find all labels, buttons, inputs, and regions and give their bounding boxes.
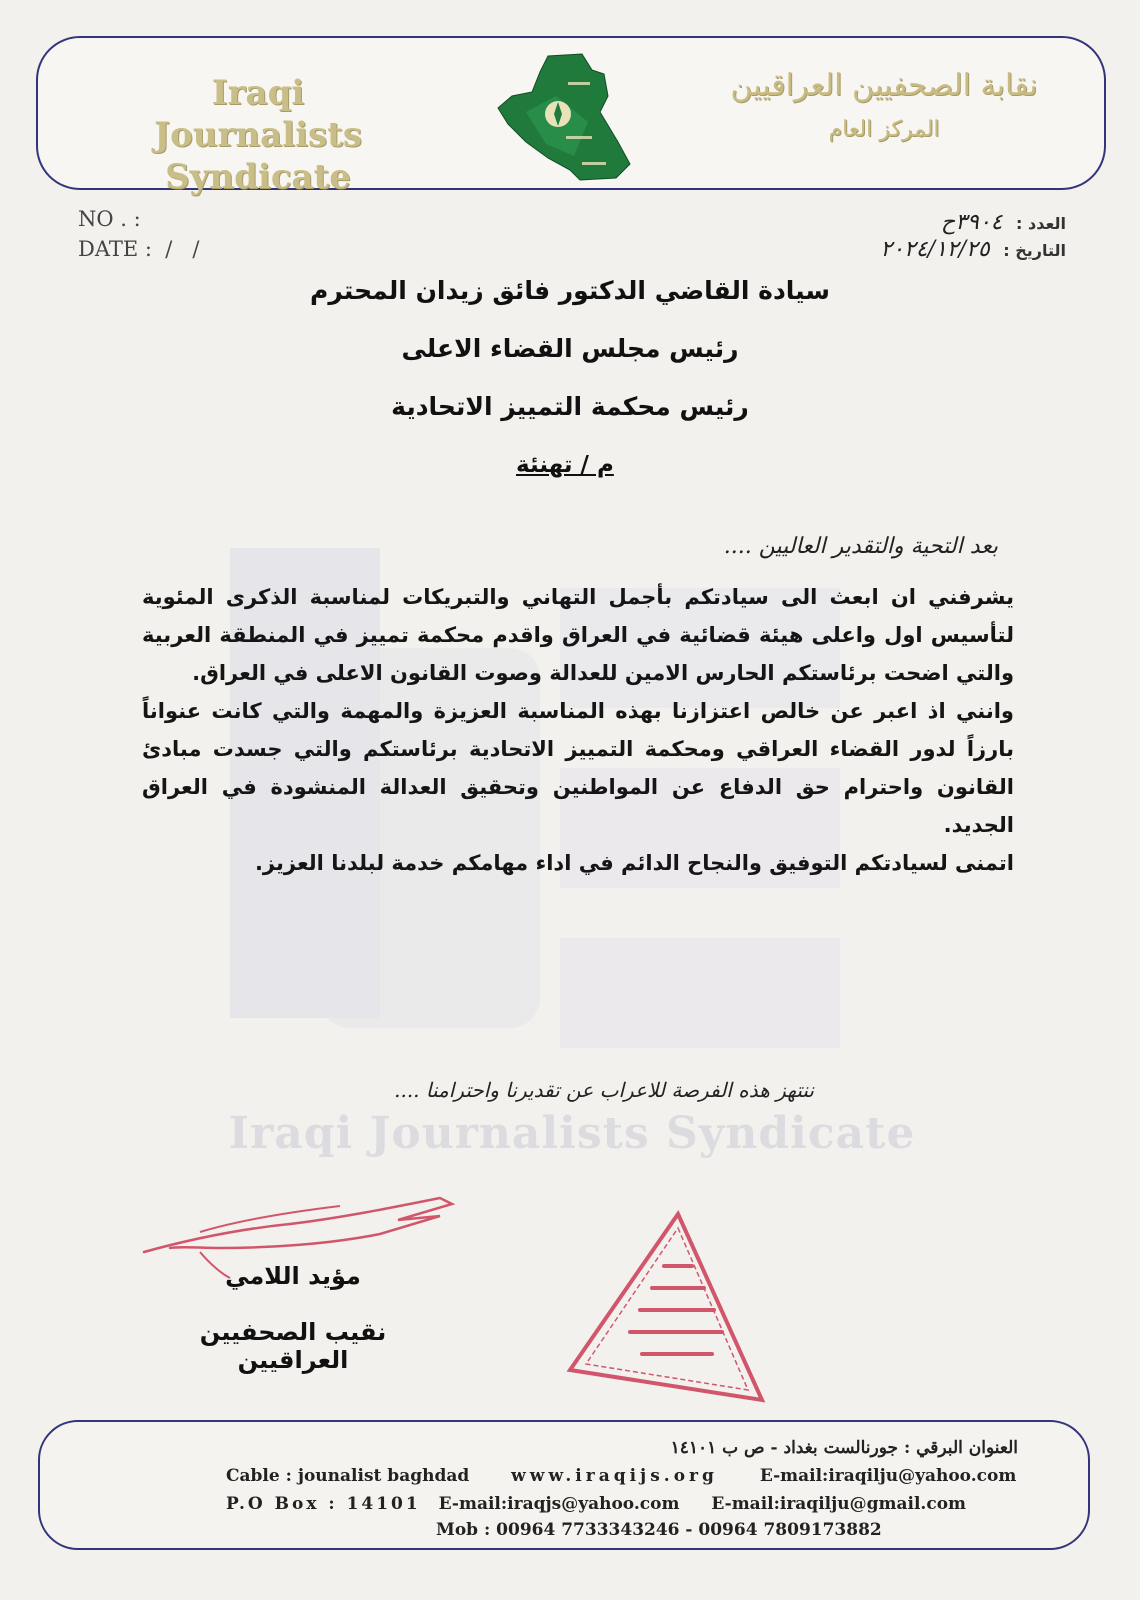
footer-email-1[interactable]: E-mail:iraqilju@yahoo.com [759,1466,1017,1486]
iraq-map-logo-icon [496,52,636,182]
letterhead [36,36,1106,197]
number-label-arabic: العدد : [1016,214,1066,233]
letterhead-arabic-name: نقابة الصحفيين العراقيين [730,68,1038,103]
signer-name: مؤيد اللامي [225,1262,361,1290]
official-stamp [566,1210,766,1406]
body-paragraph-2: وانني اذ اعبر عن خالص اعتزازنا بهذه المناسبة العزيزة والمهمة والتي كانت عنواناً بارزاً لدور القضاء العراقي ومحكمة التمييز الاتحادية برئاستكم والتي جسدت مبادئ القانون واحترام حق الدفاع عن المواطنين وتحقيق العدالة المنشودة في العراق الجديد. [142,699,1014,837]
addressee-line-1: سيادة القاضي الدكتور فائق زيدان المحترم [310,276,830,305]
addressee-line-3: رئيس محكمة التمييز الاتحادية [391,392,749,421]
letterhead-english-line1: Iraqi [211,73,305,113]
reference-fields-arabic [880,210,1066,264]
number-row [880,210,1066,237]
letterhead-english-title [78,72,438,198]
date-label: DATE : / / [78,237,200,261]
date-label-arabic: التاريخ : [1003,241,1066,260]
signer-title: نقيب الصحفيين العراقيين [199,1318,387,1374]
closing-line: ننتهز هذه الفرصة للاعراب عن تقديرنا واحترامنا .... [394,1078,814,1102]
footer-arabic-address: العنوان البرقي : جورنالست بغداد - ص ب ١٤١٠١ [670,1438,1018,1458]
letter-body [142,578,1014,882]
letterhead-arabic-title [704,64,1064,152]
footer-cable: Cable : jounalist baghdad [226,1466,470,1486]
signer-block [148,1262,438,1374]
footer-row-pobox [226,1494,966,1514]
footer-email-2[interactable]: E-mail:iraqjs@yahoo.com [438,1494,680,1514]
letterhead-english-line2: Journalists Syndicate [154,115,362,197]
subject-line: م / تهنئة [516,452,614,478]
footer-pobox: P.O Box : 14101 [226,1494,421,1514]
letterhead-footer [38,1420,1090,1550]
footer-mobile: Mob : 00964 7733343246 - 00964 7809173882 [436,1520,882,1540]
addressee-position-2 [0,392,1140,421]
addressee-position-1 [0,334,1140,363]
body-paragraph-1: يشرفني ان ابعث الى سيادتكم بأجمل التهاني والتبريكات لمناسبة الذكرى المئوية لتأسيس اول واعلى هيئة قضائية في العراق واقدم محكمة تمييز في المنطقة العربية والتي اضحت برئاستكم الحارس الامين للعدالة وصوت القانون الاعلى في العراق. [142,585,1014,685]
reference-fields-english [78,204,199,264]
footer-row-cable [226,1466,1016,1486]
addressee-name [0,276,1140,305]
footer-email-3[interactable]: E-mail:iraqilju@gmail.com [711,1494,967,1514]
greeting: بعد التحية والتقدير العاليين .... [723,534,998,559]
letterhead-arabic-subtitle: المركز العام [828,117,940,142]
watermark-text: Iraqi Journalists Syndicate [228,1108,916,1159]
body-paragraph-3: اتمنى لسيادتكم التوفيق والنجاح الدائم في اداء مهامكم خدمة لبلدنا العزيز. [254,851,1014,875]
date-row [880,237,1066,264]
addressee-line-2: رئيس مجلس القضاء الاعلى [401,334,739,363]
number-label: NO . : [78,207,141,231]
number-value: ٣٩٠٤ح [941,210,1003,235]
date-value: ٢٠٢٤/١٢/٢٥ [880,237,990,262]
footer-website-link[interactable]: www.iraqijs.org [511,1466,718,1486]
